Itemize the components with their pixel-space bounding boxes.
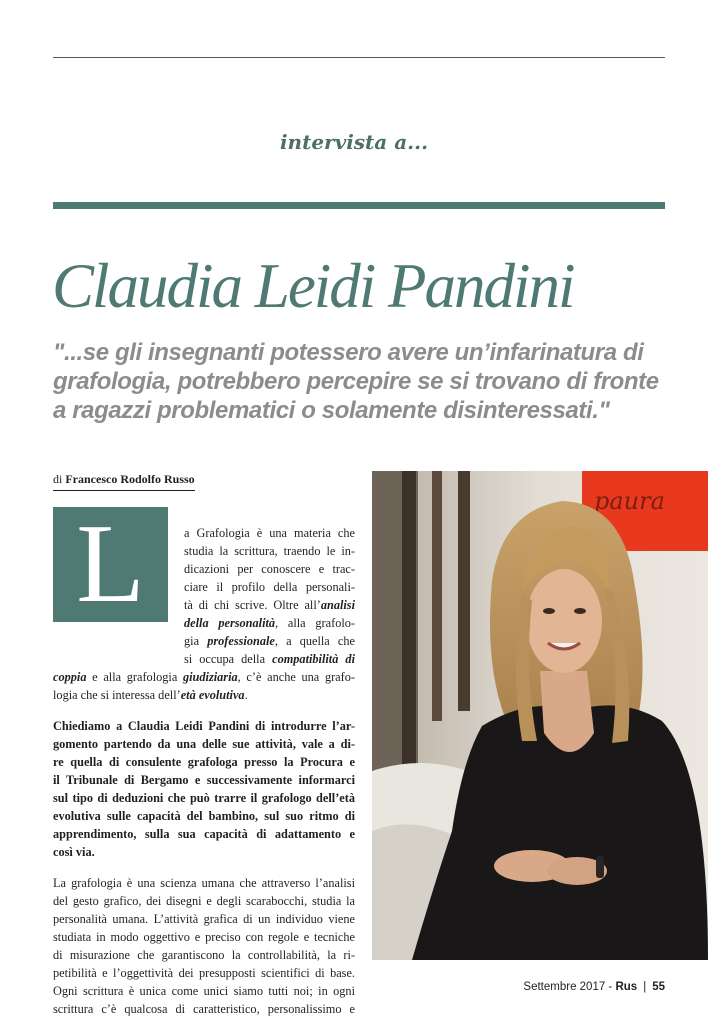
- body-line: tà di chi scrive. Oltre all’analisi: [184, 598, 355, 612]
- question-line: apprendimento, sulla sua capacità di adattamento e: [53, 827, 355, 841]
- body-line: Ogni scrittura è unica come unici siamo tutti noi; in ogni: [53, 984, 355, 998]
- page-number: 55: [652, 981, 665, 993]
- byline-prefix: di: [53, 472, 63, 486]
- body-line: logia che si interessa dell’età evolutiva.: [53, 688, 248, 702]
- section-kicker: intervista a...: [279, 130, 429, 154]
- byline-author: Francesco Rodolfo Russo: [65, 472, 195, 486]
- body-line: La grafologia è una scienza umana che attraverso l’analisi: [53, 876, 355, 890]
- body-line: si occupa della compatibilità di: [184, 652, 355, 666]
- body-line: della personalità, alla grafolo-: [184, 616, 355, 630]
- question-line: così via.: [53, 845, 95, 859]
- body-line: coppia e alla grafologia giudiziaria, c’è anche una grafo-: [53, 670, 355, 684]
- body-line: petibilità e l’oggettività dei presupposti scientifici di base.: [53, 966, 355, 980]
- drop-cap: L: [53, 507, 168, 622]
- question-line: evolutiva sulle capacità del bambino, sul suo ritmo di: [53, 809, 355, 823]
- body-line: di misurazione che garantiscono la controllabilità, la ri-: [53, 948, 355, 962]
- teal-divider: [53, 202, 665, 209]
- byline: [53, 472, 195, 491]
- body-line: a Grafologia è una materia che: [184, 526, 355, 540]
- portrait-photo: [372, 471, 708, 960]
- article-title: Claudia Leidi Pandini: [52, 251, 574, 321]
- footer-separator: |: [643, 981, 647, 993]
- question-line: sul tipo di deduzioni che può trarre il grafologo dell’età: [53, 791, 355, 805]
- body-line: dicazioni per conoscere e trac-: [184, 562, 355, 576]
- top-rule: [53, 57, 665, 58]
- page-footer: [523, 981, 665, 993]
- question-line: Chiediamo a Claudia Leidi Pandini di introdurre l’ar-: [53, 719, 355, 733]
- issue-date: Settembre 2017 -: [523, 981, 616, 993]
- question-line: il Tribunale di Bergamo e successivamente informarci: [53, 773, 355, 787]
- pull-quote: "...se gli insegnanti potessero avere un’infarinatura di grafologia, potrebbero percepire se si trovano di fronte a ragazzi problematici o solamente disinteressati.": [53, 339, 659, 424]
- question-line: re quella di consulente grafologa presso la Procura e: [53, 755, 355, 769]
- body-line: scrittura c’è qualcosa di caratteristico, personalissimo e: [53, 1002, 355, 1016]
- question-line: gomento partendo da una delle sue attività, vale a di-: [53, 737, 355, 751]
- body-line: studiata in modo oggettivo e preciso con regole e tecniche: [53, 930, 355, 944]
- body-line: gia professionale, a quella che: [184, 634, 355, 648]
- wall-text: paura: [594, 487, 665, 515]
- body-line: del gesto grafico, dei disegni e degli scarabocchi, studia la: [53, 894, 355, 908]
- body-line: personalità umana. L’attività grafica di un individuo viene: [53, 912, 355, 926]
- magazine-name: Rus: [615, 981, 638, 993]
- body-line: ciare il profilo della personali-: [184, 580, 355, 594]
- body-line: studia la scrittura, traendo le in-: [184, 544, 355, 558]
